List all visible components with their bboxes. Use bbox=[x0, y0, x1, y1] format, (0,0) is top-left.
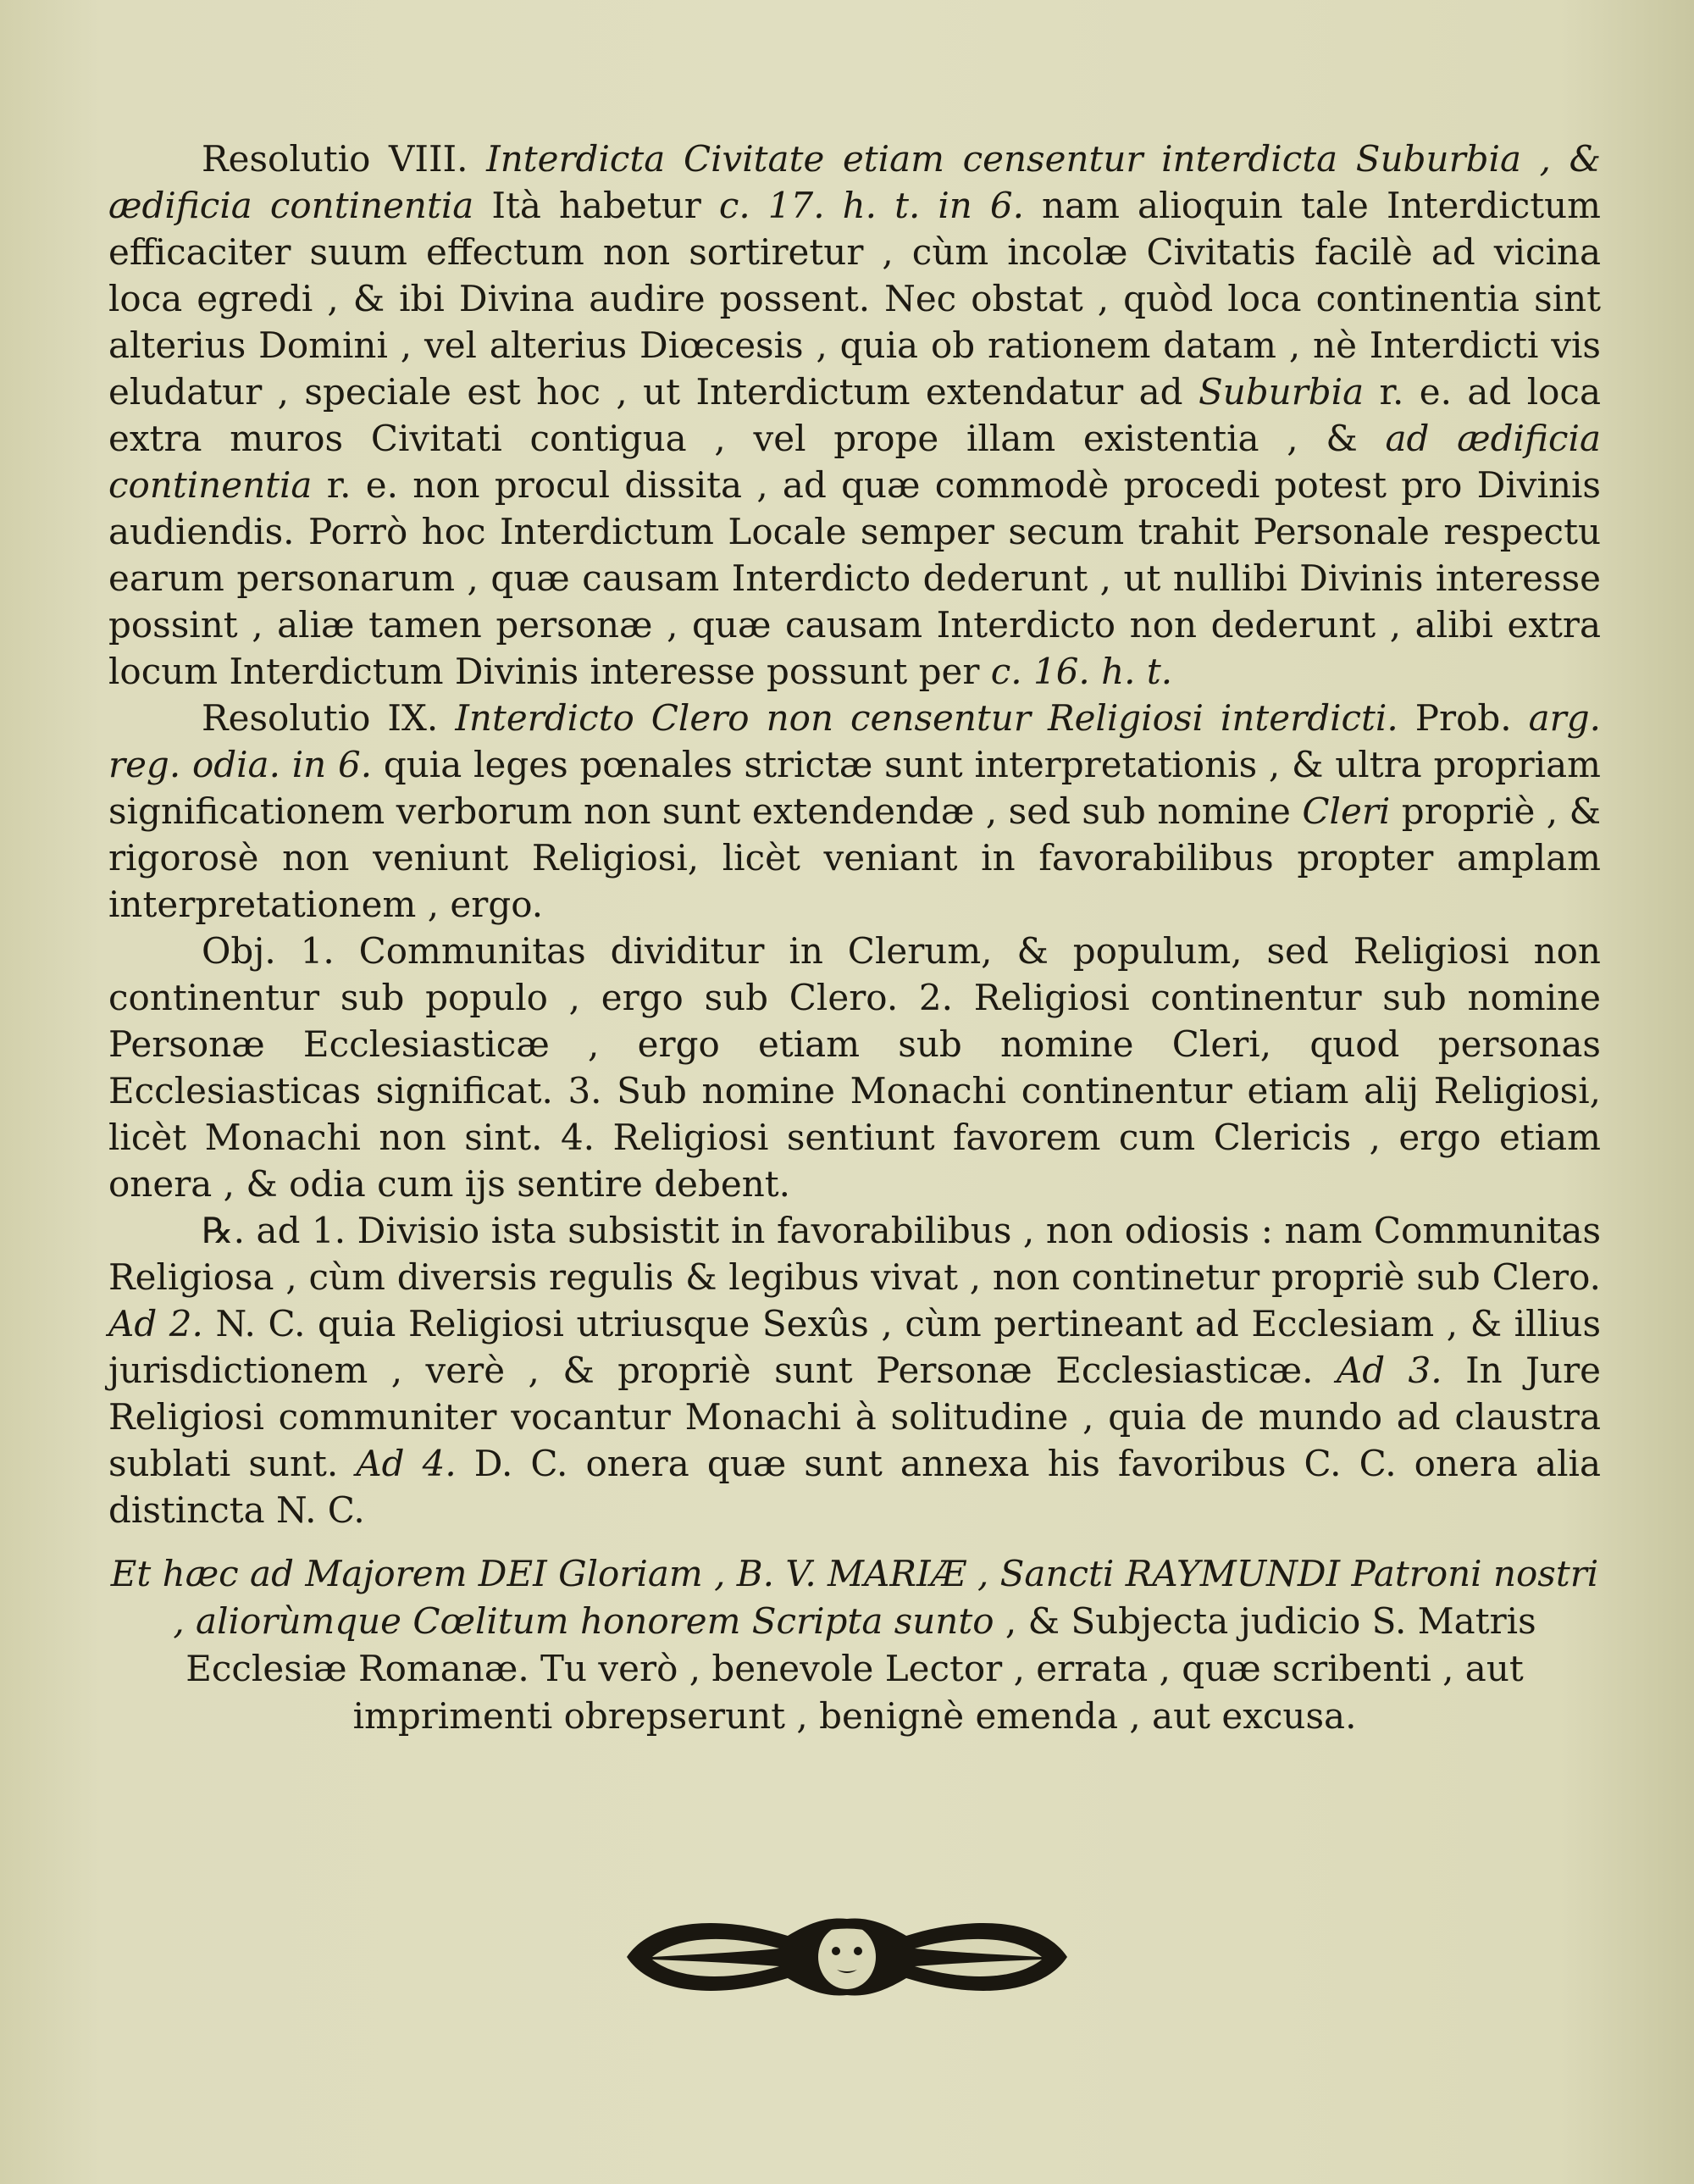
italic-text-run: arg. reg. odia. in 6. bbox=[108, 697, 1601, 785]
text-run: Prob. bbox=[1398, 697, 1529, 739]
italic-text-run: Cleri bbox=[1302, 790, 1391, 832]
italic-text-run: Interdicto Clero non censentur Religiosi interdicti. bbox=[455, 697, 1398, 739]
text-run: ℞. ad 1. Divisio ista subsistit in favorabilibus , non odiosis : nam Communitas Religiosa , cùm diversis regulis & legibus vivat , non continetur propriè sub Clero. bbox=[108, 1210, 1601, 1298]
closing-dedication bbox=[108, 1550, 1601, 1740]
text-run: Resolutio VIII. bbox=[202, 138, 487, 180]
paragraph-resolutio-viii bbox=[108, 136, 1601, 695]
text-run: propriè , & rigorosè non veniunt Religiosi, licèt veniant in favorabilibus propter amplam interpretationem , ergo. bbox=[108, 790, 1601, 925]
text-run: , & Subjecta judicio S. Matris Ecclesiæ Romanæ. Tu verò , benevole Lector , errata , quæ scribenti , aut imprimenti obrepserunt , benignè emenda , aut excusa. bbox=[185, 1600, 1536, 1737]
page-edge-mark bbox=[1465, 0, 1474, 51]
italic-text-run: c. 16. h. t. bbox=[990, 651, 1173, 692]
paragraph-resolutio-ix bbox=[108, 695, 1601, 928]
italic-text-run: Ad 2. bbox=[108, 1303, 203, 1344]
text-run: Ità habetur bbox=[473, 185, 719, 226]
page-text bbox=[108, 136, 1601, 1776]
text-run: Obj. 1. Communitas dividitur in Clerum, & populum, sed Religiosi non continentur sub populo , ergo sub Clero. 2. Religiosi continentur sub nomine Personæ Ecclesiasticæ , ergo etiam sub nomine Cleri, quod personas Ecclesiasticas significat. 3. Sub nomine Monachi continentur etiam alij Religiosi, licèt Monachi non sint. 4. Religiosi sentiunt favorem cum Clericis , ergo etiam onera , & odia cum ijs sentire debent. bbox=[108, 930, 1601, 1205]
paragraph-objectiones bbox=[108, 928, 1601, 1207]
italic-text-run: ad ædificia continentia bbox=[108, 418, 1601, 506]
italic-text-run: c. 17. h. t. in 6. bbox=[718, 185, 1024, 226]
paragraph-responsio bbox=[108, 1207, 1601, 1533]
text-run: N. C. quia Religiosi utriusque Sexûs , cùm pertineant ad Ecclesiam , & illius jurisdictionem , verè , & propriè sunt Personæ Ecclesiasticæ. bbox=[108, 1303, 1602, 1391]
italic-text-run: Ad 3. bbox=[1336, 1350, 1442, 1391]
text-run: nam alioquin tale Interdictum efficaciter suum effectum non sortiretur , cùm incolæ Civitatis facilè ad vicina loca egredi , & ibi Divina audire possent. Nec obstat , quòd loca continentia sint alterius Domini , vel alterius Diœcesis , quia ob rationem datam , nè Interdicti vis eludatur , speciale est hoc , ut Interdictum extendatur ad bbox=[108, 185, 1601, 413]
text-run: D. C. onera quæ sunt annexa his favoribus C. C. onera alia distincta N. C. bbox=[108, 1443, 1601, 1531]
italic-text-run: Interdicta Civitate etiam censentur interdicta Suburbia , & ædificia continentia bbox=[108, 138, 1601, 226]
text-run: r. e. ad loca extra muros Civitati contigua , vel prope illam existentia , & bbox=[108, 371, 1601, 459]
tailpiece-cherub-ornament-icon bbox=[618, 1910, 1076, 2004]
italic-text-run: Ad 4. bbox=[356, 1443, 457, 1484]
italic-text-run: Et hæc ad Majorem DEI Gloriam , B. V. MARIÆ , Sancti RAYMUNDI Patroni nostri , aliorùmque Cœlitum honorem Scripta sunto bbox=[110, 1553, 1599, 1642]
text-run: In Jure Religiosi communiter vocantur Monachi à solitudine , quia de mundo ad claustra sublati sunt. bbox=[108, 1350, 1601, 1484]
italic-text-run: Suburbia bbox=[1198, 371, 1365, 413]
text-run: quia leges pœnales strictæ sunt interpretationis , & ultra propriam significationem verborum non sunt extendendæ , sed sub nomine bbox=[108, 744, 1601, 832]
text-run: Resolutio IX. bbox=[202, 697, 456, 739]
text-run: r. e. non procul dissita , ad quæ commodè procedi potest pro Divinis audiendis. Porrò hoc Interdictum Locale semper secum trahit Personale respectu earum personarum , quæ causam Interdicto dederunt , ut nullibi Divinis interesse possint , aliæ tamen personæ , quæ causam Interdicto non dederunt , alibi extra locum Interdictum Divinis interesse possunt per bbox=[108, 464, 1601, 692]
